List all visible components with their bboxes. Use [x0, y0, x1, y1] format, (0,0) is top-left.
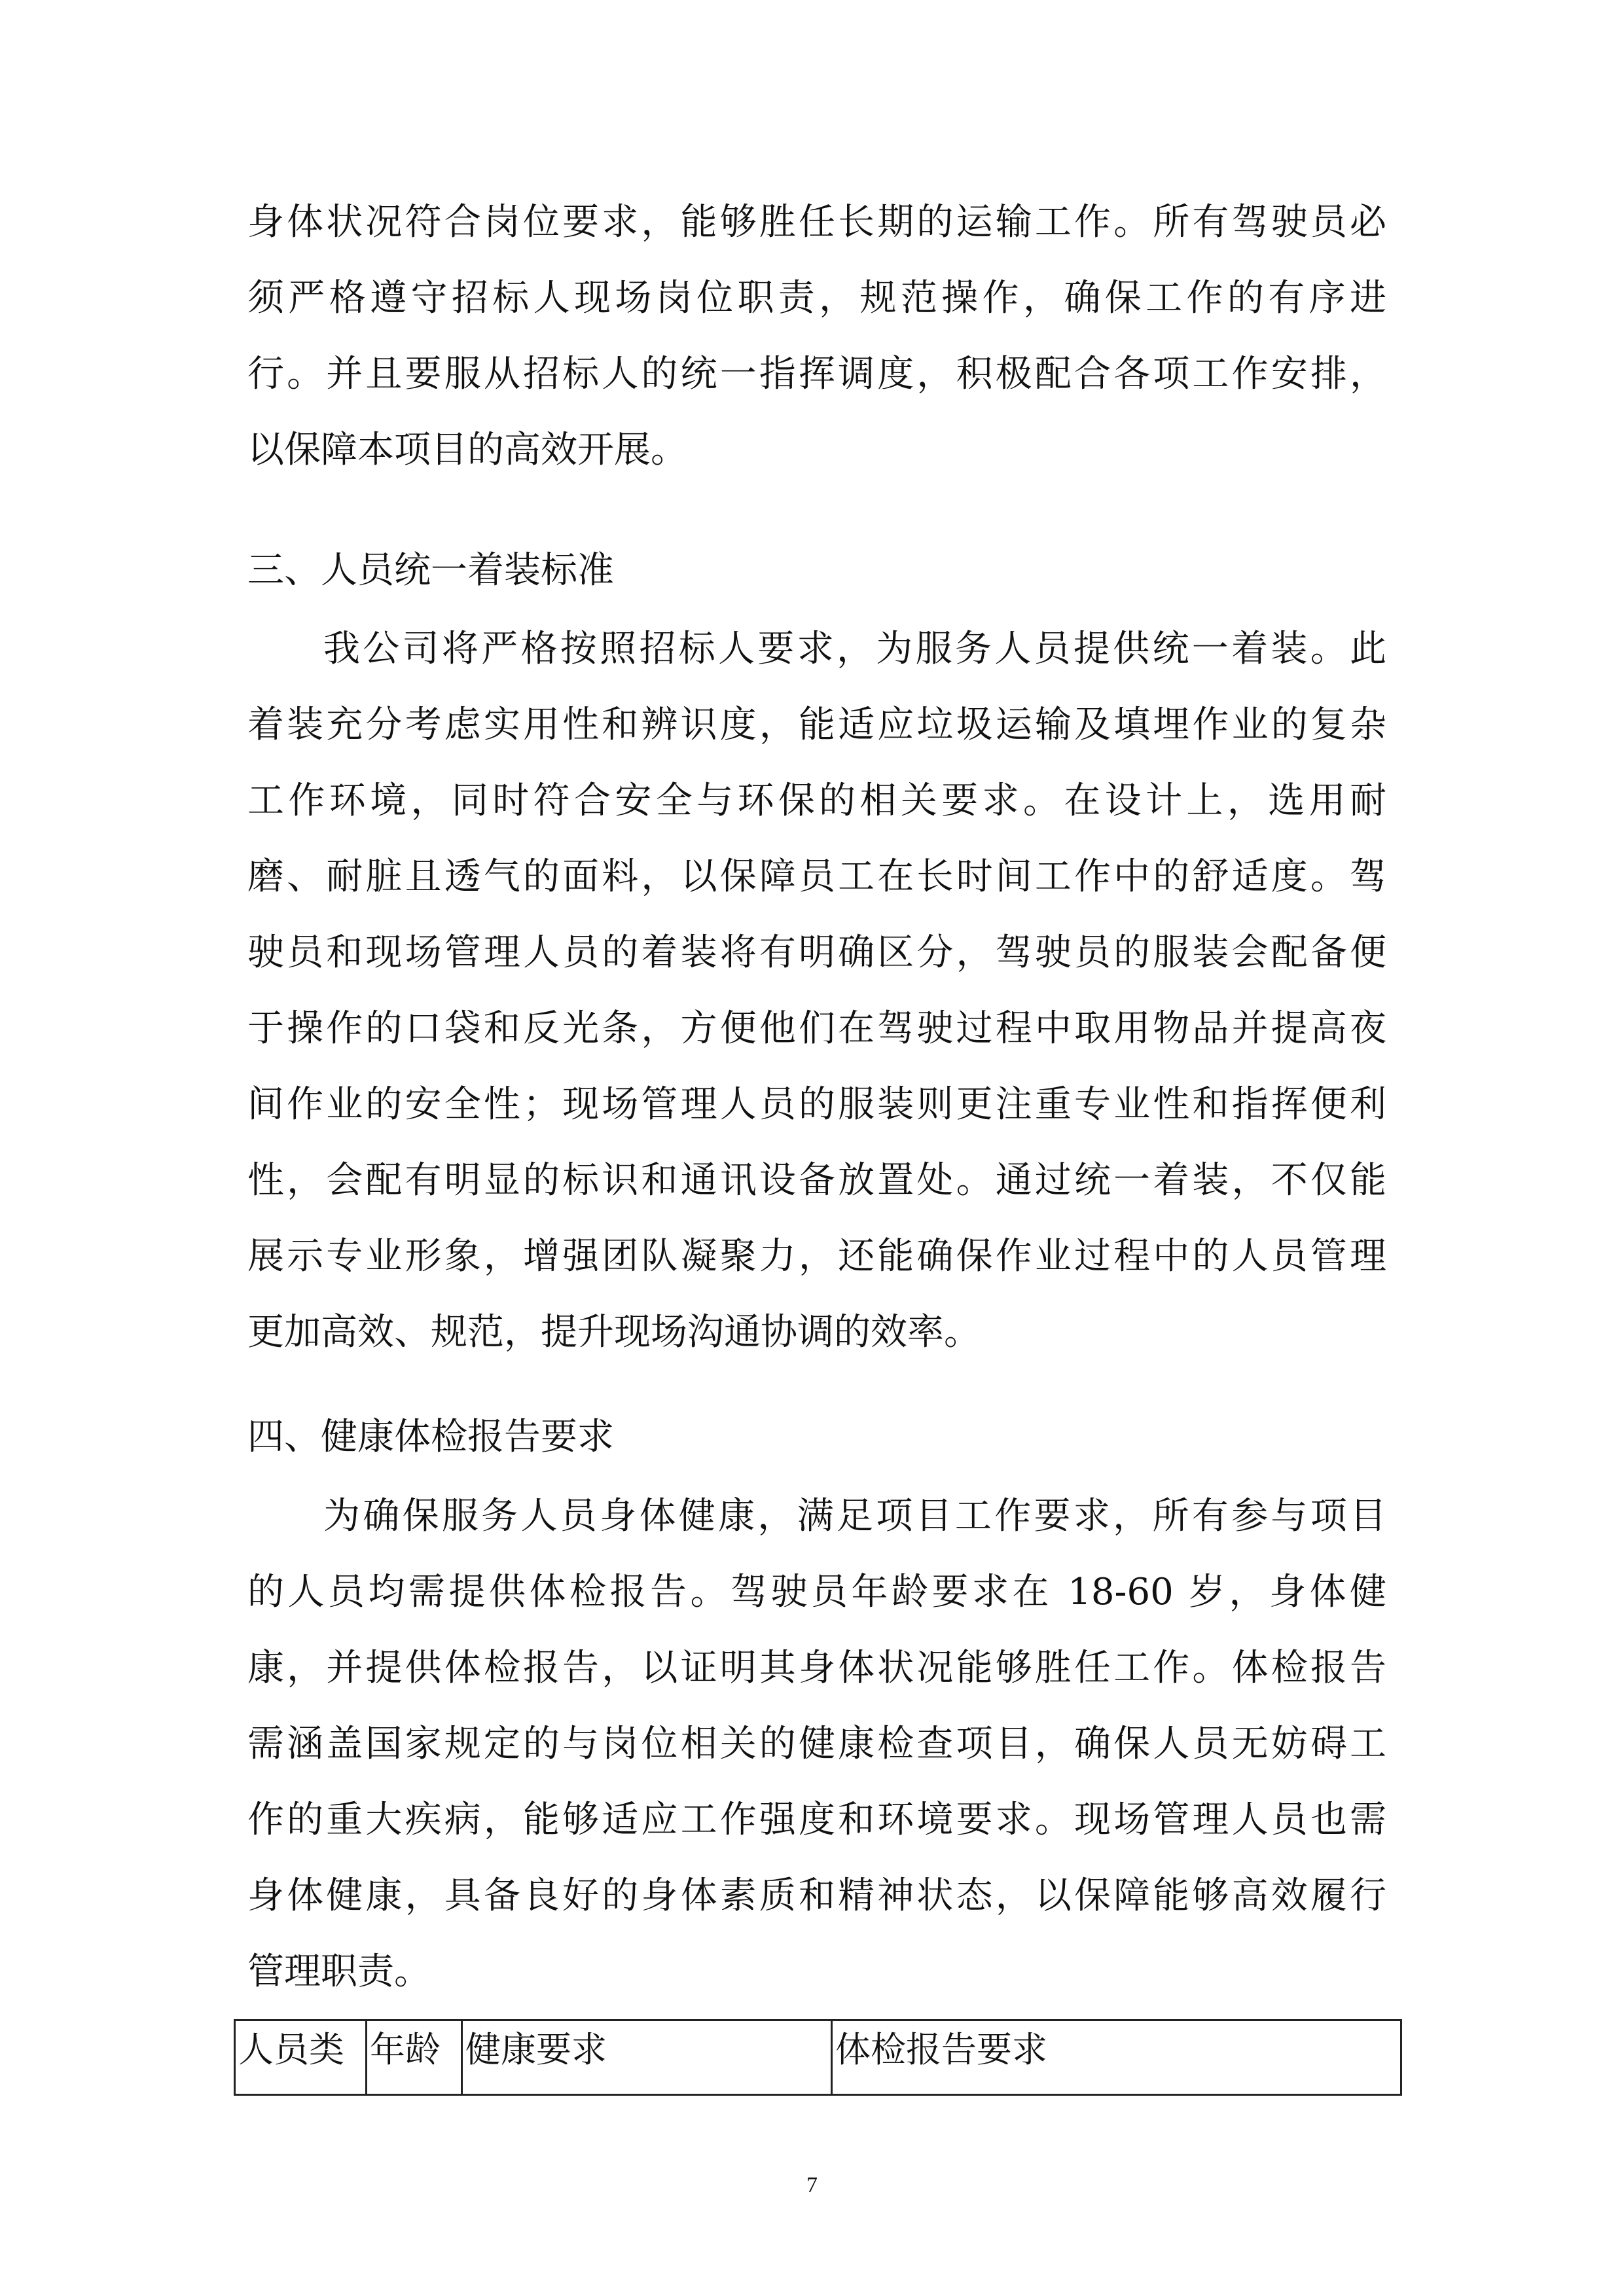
paragraph-line: 于操作的口袋和反光条，方便他们在驾驶过程中取用物品并提高夜 — [247, 1007, 1386, 1050]
paragraph-line: 行。并且要服从招标人的统一指挥调度，积极配合各项工作安排， — [247, 353, 1386, 395]
paragraph-line: 工作环境，同时符合安全与环保的相关要求。在设计上，选用耐 — [247, 780, 1386, 822]
table-header-row — [235, 2020, 1401, 2095]
table-header-cell: 年龄 — [367, 2020, 462, 2095]
paragraph-line: 康，并提供体检报告，以证明其身体状况能够胜任工作。体检报告 — [247, 1647, 1386, 1689]
paragraph-health-report — [247, 1479, 1386, 2010]
paragraph-line: 身体状况符合岗位要求，能够胜任长期的运输工作。所有驾驶员必 — [247, 201, 1386, 243]
table-header-cell: 人员类 — [235, 2020, 367, 2095]
section-heading-uniform: 三、人员统一着装标准 — [247, 549, 614, 592]
paragraph-line: 管理职责。 — [247, 1950, 431, 1993]
paragraph-line: 展示专业形象，增强团队凝聚力，还能确保作业过程中的人员管理 — [247, 1235, 1386, 1278]
paragraph-line: 间作业的安全性；现场管理人员的服装则更注重专业性和指挥便利 — [247, 1083, 1386, 1126]
paragraph-line: 以保障本项目的高效开展。 — [247, 429, 687, 471]
paragraph-line: 着装充分考虑实用性和辨识度，能适应垃圾运输及填埋作业的复杂 — [247, 704, 1386, 746]
paragraph-line: 性，会配有明显的标识和通讯设备放置处。通过统一着装，不仅能 — [247, 1159, 1386, 1202]
paragraph-line: 磨、耐脏且透气的面料，以保障员工在长时间工作中的舒适度。驾 — [247, 855, 1386, 898]
table-header-cell: 健康要求 — [462, 2020, 832, 2095]
paragraph-line: 更加高效、规范，提升现场沟通协调的效率。 — [247, 1311, 981, 1354]
page-number: 7 — [806, 2173, 818, 2197]
paragraph-line: 为确保服务人员身体健康，满足项目工作要求，所有参与项目 — [323, 1495, 1386, 1537]
paragraph-line: 的人员均需提供体检报告。驾驶员年龄要求在 18-60 岁，身体健 — [247, 1571, 1386, 1613]
paragraph-line: 驶员和现场管理人员的着装将有明确区分，驾驶员的服装会配备便 — [247, 931, 1386, 974]
table-header-cell: 体检报告要求 — [832, 2020, 1401, 2095]
section-heading-health-report: 四、健康体检报告要求 — [247, 1416, 614, 1458]
paragraph-line: 须严格遵守招标人现场岗位职责，规范操作，确保工作的有序进 — [247, 277, 1386, 319]
paragraph-line: 需涵盖国家规定的与岗位相关的健康检查项目，确保人员无妨碍工 — [247, 1723, 1386, 1765]
paragraph-uniform-standard — [247, 611, 1386, 1371]
paragraph-line: 身体健康，具备良好的身体素质和精神状态，以保障能够高效履行 — [247, 1874, 1386, 1917]
paragraph-continued — [247, 185, 1386, 488]
health-requirements-table — [234, 2019, 1402, 2096]
paragraph-line: 我公司将严格按照招标人要求，为服务人员提供统一着装。此 — [323, 628, 1386, 670]
paragraph-line: 作的重大疾病，能够适应工作强度和环境要求。现场管理人员也需 — [247, 1799, 1386, 1841]
